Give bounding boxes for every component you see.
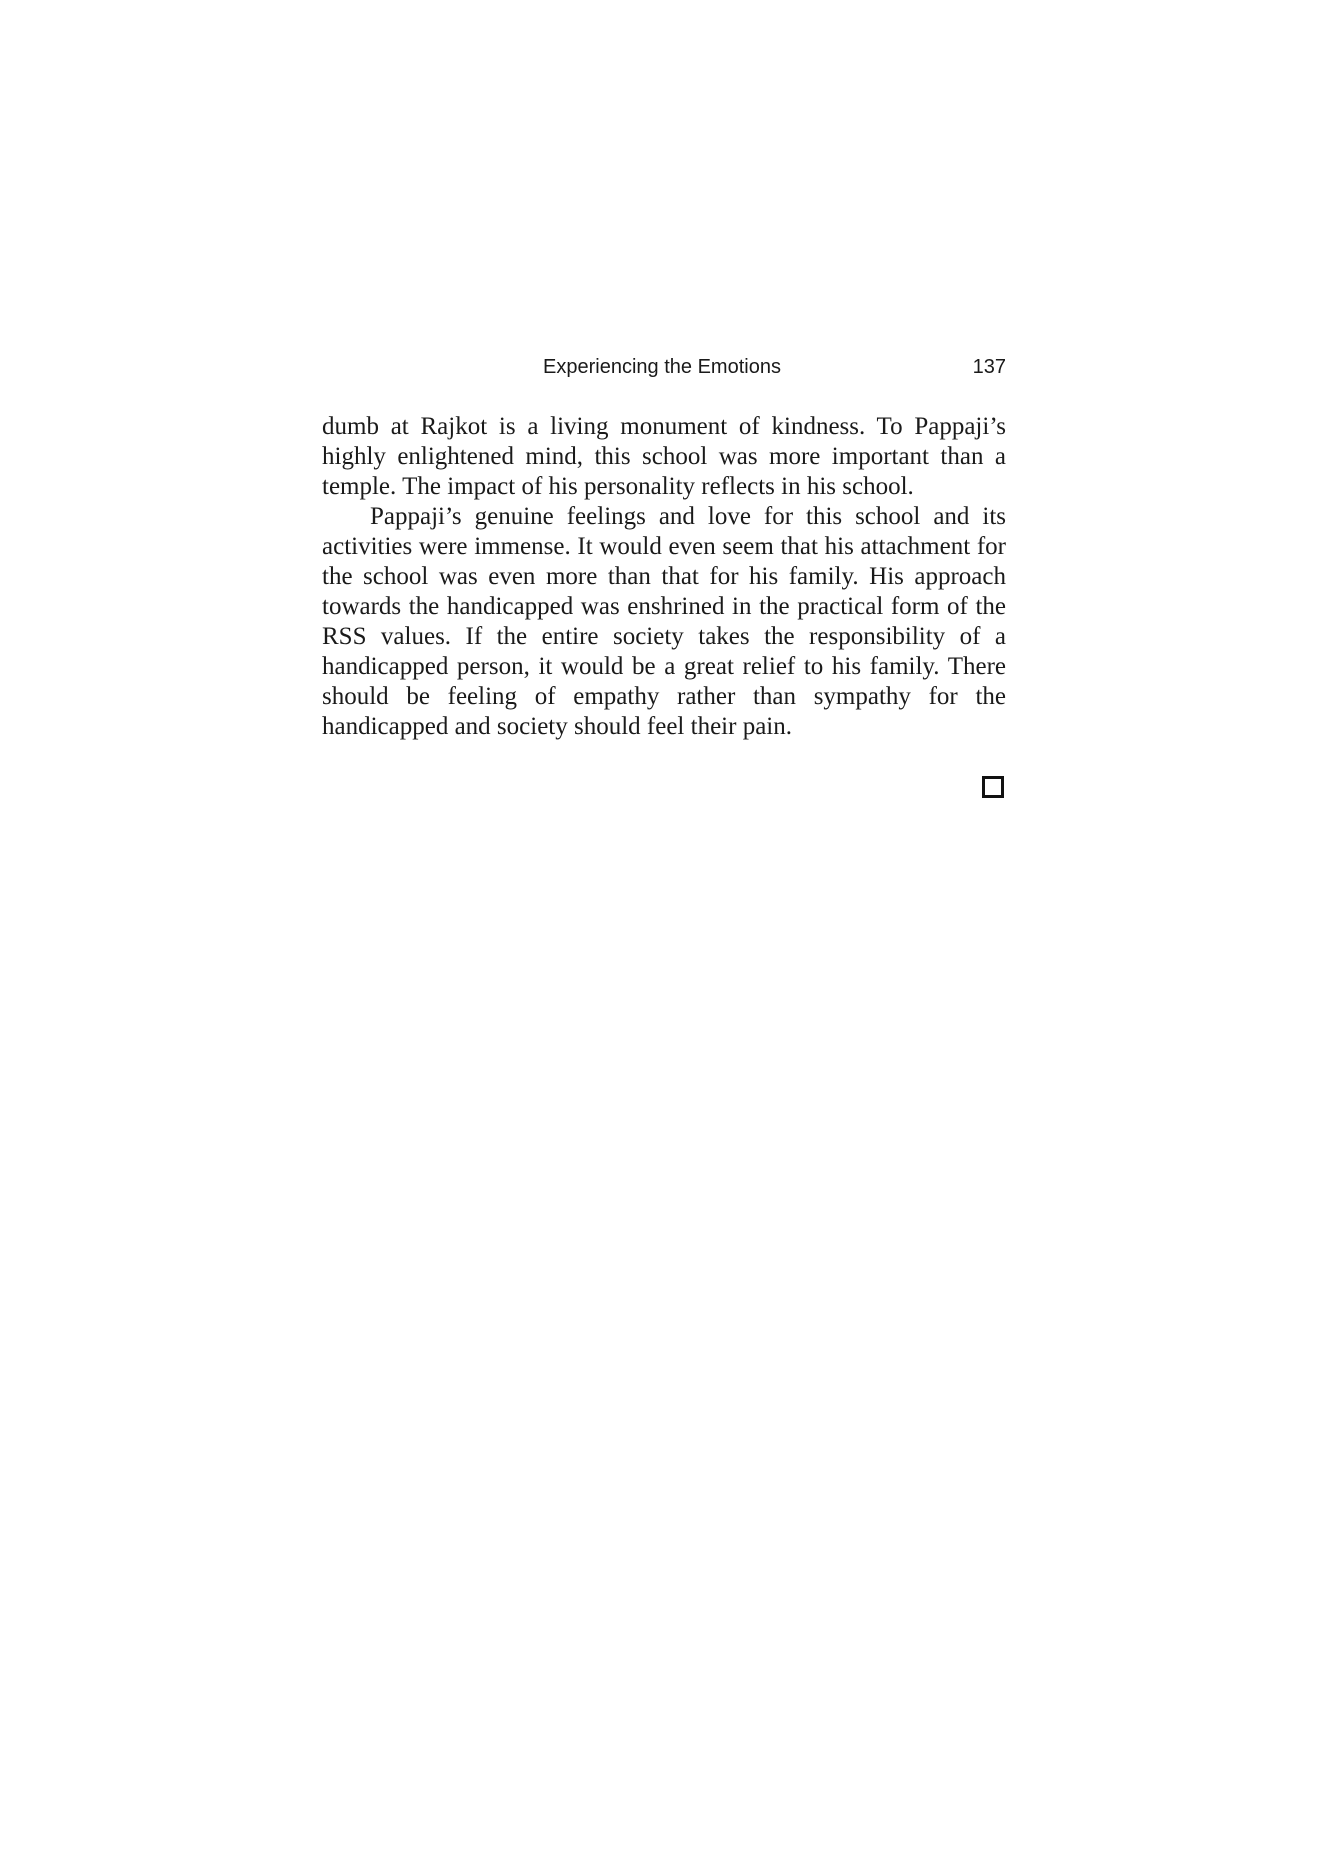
page-number: 137 (972, 356, 1006, 378)
body-text (322, 412, 1006, 742)
paragraph-continued: dumb at Rajkot is a living monument of kindness. To Pappaji’s highly enlightened mind, this school was more important than a temple. The impact of his personality reflects in his school. (322, 413, 1006, 500)
end-of-chapter-square-icon (982, 776, 1004, 798)
running-head (322, 352, 1006, 382)
running-title-text: Experiencing the Emotions (543, 356, 781, 378)
paragraph: Pappaji’s genuine feelings and love for this school and its activities were immense. It would even seem that his attachment for the school was even more than that for his family. His approach towards the handicapped was enshrined in the practical form of the RSS values. If the entire society takes the responsibility of a handicapped person, it would be a great relief to his family. There should be feeling of empathy rather than sympathy for the handicapped and society should feel their pain. (322, 503, 1006, 740)
running-title (322, 352, 1006, 382)
